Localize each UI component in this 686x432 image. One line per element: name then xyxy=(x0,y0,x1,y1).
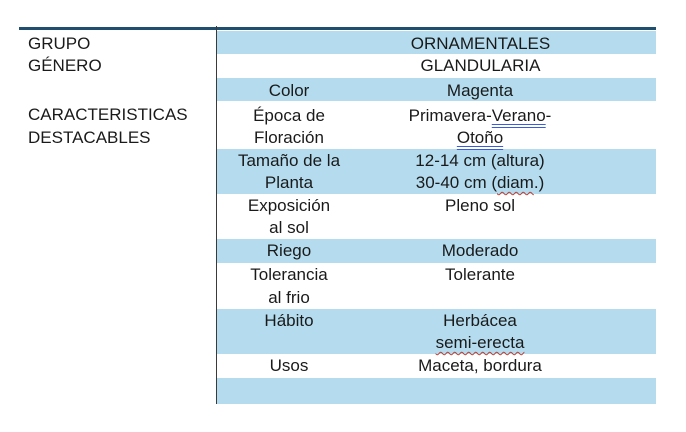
habito-semi-erecta: semi-erecta xyxy=(435,333,525,352)
row-exposicion-label-1: Exposición xyxy=(247,196,331,215)
row-riego-label: Riego xyxy=(266,241,312,260)
floracion-otono: Otoño xyxy=(456,128,504,147)
row-tolerancia-label-1: Tolerancia xyxy=(250,265,328,284)
row-riego-value: Moderado xyxy=(441,241,519,260)
row-usos-value: Maceta, bordura xyxy=(418,356,542,375)
row-habito-value-2 xyxy=(380,331,580,354)
tamano-diam-suffix: .) xyxy=(533,173,545,192)
row-floracion-label-2: Floración xyxy=(254,128,324,147)
row-usos-label: Usos xyxy=(269,356,309,375)
row-tamano-label-2: Planta xyxy=(264,173,314,192)
grupo-value: ORNAMENTALES xyxy=(410,34,551,53)
label-caracteristicas: CARACTERISTICAS xyxy=(28,105,188,124)
row-tolerancia-value: Tolerante xyxy=(445,265,515,284)
label-destacables: DESTACABLES xyxy=(28,128,151,147)
floracion-verano: Verano xyxy=(491,106,546,125)
tamano-diam-prefix: 30-40 cm ( xyxy=(415,173,497,192)
floracion-primavera: Primavera- xyxy=(408,106,492,125)
tamano-diam-word: diam xyxy=(497,173,534,192)
row-tamano-value-2 xyxy=(380,171,580,194)
row-floracion-label-1: Época de xyxy=(253,106,325,125)
row-floracion-value-1 xyxy=(380,104,580,127)
row-color-label: Color xyxy=(268,81,310,100)
table-top-border xyxy=(19,27,656,30)
row-exposicion-value: Pleno sol xyxy=(445,196,515,215)
row-tamano-value-1: 12-14 cm (altura) xyxy=(415,151,545,170)
floracion-dash: - xyxy=(545,106,552,125)
row-color-value: Magenta xyxy=(446,81,514,100)
row-habito-value-1: Herbácea xyxy=(443,311,517,330)
row-exposicion-label-2: al sol xyxy=(269,218,309,237)
label-grupo: GRUPO xyxy=(28,34,91,53)
genero-value: GLANDULARIA xyxy=(420,56,541,75)
label-genero: GÉNERO xyxy=(28,56,102,75)
row-tolerancia-label-2: al frio xyxy=(268,288,310,307)
row-tamano-label-1: Tamaño de la xyxy=(237,151,341,170)
row-habito-label: Hábito xyxy=(264,311,314,330)
row-floracion-value-2 xyxy=(380,126,580,149)
band-empty xyxy=(217,378,656,404)
